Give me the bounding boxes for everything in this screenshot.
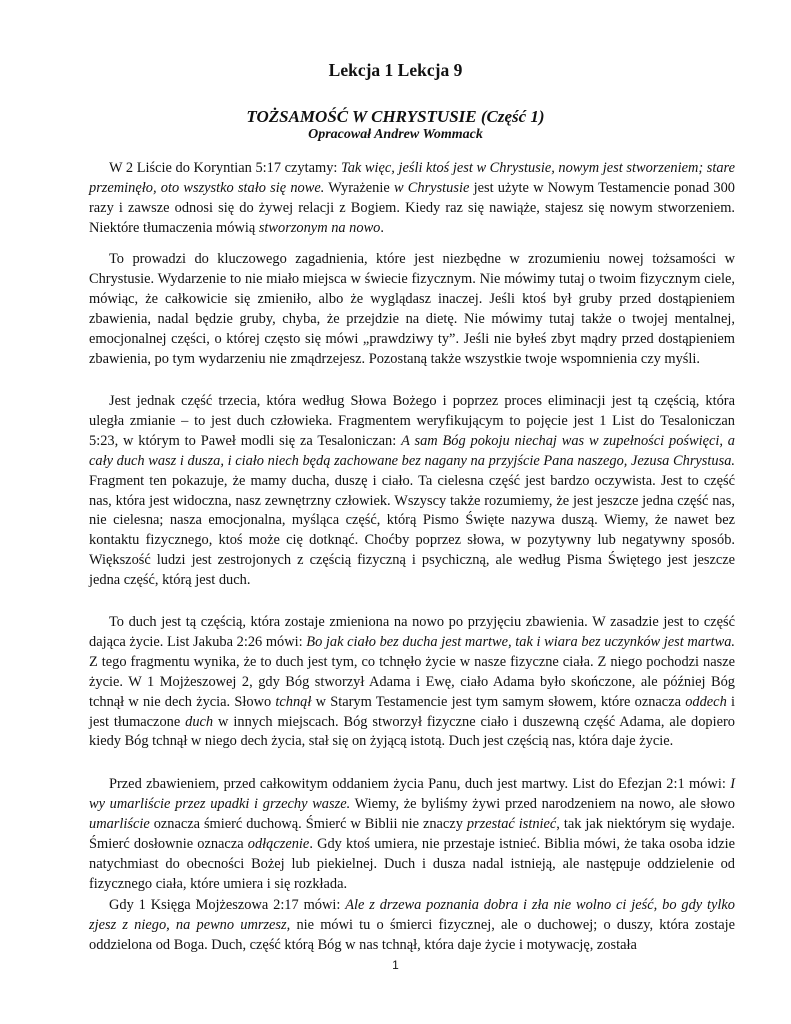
paragraph-text: To prowadzi do kluczowego zagadnienia, które jest niezbędne w zrozumieniu nowej tożsamości w Chrystusie. Wydarzenie to nie miało miejsca w świecie fizycznym. Nie mówimy tutaj o twoim fizycznym ciele, mówiąc, że całkowicie się zmieniło, albo że wyglądasz inaczej. Jeśli ktoś był gruby przed dostąpieniem zbawienia, nadal będzie gruby, chyba, że przejdzie na dietę. Nie mówimy tutaj także o twojej mentalnej, emocjonalnej części, o której często się mówi „prawdziwy ty”. Jeśli nie byłeś zbyt mądry przed dostąpieniem zbawienia, po tym wydarzeniu nie zmądrzejesz. Pozostaną także wszystkie twoje wspomnienia czy myśli. <box>89 251 735 367</box>
paragraph-text: oznacza śmierć duchową. Śmierć w Biblii nie znaczy <box>149 815 467 832</box>
italic-quote: Ale z drzewa poznania dobra i zła nie wolno ci jeść, bo gdy tylko zjesz z niego, na pewno umrzesz, <box>89 897 735 933</box>
italic-quote: odłączenie <box>247 835 310 852</box>
lesson-title: Lekcja 1 Lekcja 9 <box>328 60 463 80</box>
italic-quote: Bo jak ciało bez ducha jest martwe, tak i wiara bez uczynków jest martwa. <box>306 633 735 650</box>
paragraph-text: nie mówi tu o śmierci fizycznej, ale o duchowej; o duszy, która zostaje oddzielona od Boga. Duch, część którą Bóg w nas tchnął, która daje życie i motywację, została <box>89 916 736 953</box>
paragraph-text: Przed zbawieniem, przed całkowitym oddaniem życia Panu, duch jest martwy. List do Efezjan 2:1 mówi: <box>109 776 731 792</box>
paragraph-text: Gdy 1 Księga Mojżeszowa 2:17 mówi: <box>109 897 346 913</box>
paragraph <box>89 775 735 894</box>
paragraph-text: w Starym Testamencie jest tym samym słowem, które oznacza <box>311 693 686 710</box>
document-subtitle: TOŻSAMOŚĆ W CHRYSTUSIE (Część 1) <box>246 107 545 126</box>
paragraph-text: i jest tłumaczone <box>89 693 735 730</box>
paragraph <box>89 613 735 752</box>
page-number: 1 <box>392 958 399 972</box>
paragraph <box>89 159 735 239</box>
author-line: Opracował Andrew Wommack <box>308 127 483 142</box>
italic-quote: umarliście <box>89 815 150 832</box>
paragraph-text: , tak jak niektórym się wydaje. Śmierć dosłownie oznacza <box>89 815 735 852</box>
italic-quote: I wy umarliście przez upadki i grzechy wasze. <box>89 776 735 812</box>
paragraph-text: W 2 Liście do Koryntian 5:17 czytamy: <box>109 160 342 176</box>
paragraph-text: . Gdy ktoś umiera, nie przestaje istnieć. Biblia mówi, że taka osoba idzie natychmiast do obecności Bożej lub piekielnej. Duch i dusza nadal istnieją, ale następuje oddzielenie od fizycznego ciała, które umiera i się rozkłada. <box>89 835 735 892</box>
paragraph <box>89 250 735 369</box>
paragraph-text: Fragment ten pokazuje, że mamy ducha, duszę i ciało. Ta cielesna część jest bardzo oczywista. Jest to część nas, która jest widoczna, nasz zewnętrzny człowiek. Wszyscy także rozumiemy, że jest jeszcze jedna część nas, nie cielesna; nasza emocjonalna, myśląca część, którą Pismo Święte nazywa duszą. Wiemy, że nawet bez kontaktu fizycznego, ktoś może cię dotknąć. Choćby poprzez słowa, w pozytywny lub negatywny sposób. Większość ludzi jest zestrojonych z częścią fizyczną i psychiczną, ale według Pisma Świętego jest jeszcze jedna część, którą jest duch. <box>89 472 735 589</box>
paragraph-text: Wyrażenie <box>324 179 394 196</box>
paragraph-text: Wiemy, że byliśmy żywi przed narodzeniem na nowo, ale słowo <box>350 795 736 812</box>
italic-quote: tchnął <box>275 693 312 710</box>
italic-quote: oddech <box>685 693 727 710</box>
paragraph-text: . <box>380 219 384 236</box>
paragraph-text: To duch jest tą częścią, która zostaje zmieniona na nowo po przyjęciu zbawienia. W zasadzie jest to część dająca życie. List Jakuba 2:26 mówi: <box>89 614 735 650</box>
paragraph-text: w innych miejscach. Bóg stworzył fizyczne ciało i duszewną część Adama, ale dopiero kiedy Bóg tchnął w niego dech życia, stał się on żyjącą istotą. Duch jest częścią nas, która daje życie. <box>89 713 735 750</box>
italic-quote: stworzonym na nowo <box>258 219 381 236</box>
italic-quote: duch <box>185 713 214 730</box>
italic-quote: przestać istnieć <box>466 815 557 832</box>
paragraph <box>89 896 735 956</box>
paragraph-text: Z tego fragmentu wynika, że to duch jest tym, co tchnęło życie w nasze fizyczne ciała. Z niego pochodzi nasze życie. W 1 Mojżeszowej 2, gdy Bóg stworzył Adama i Ewę, ciało Adama było skończone, ale później Bóg tchnął w nie dech życia. Słowo <box>89 653 735 710</box>
italic-quote: A sam Bóg pokoju niechaj was w zupełności poświęci, a cały duch wasz i dusza, i ciało niech będą zachowane bez nagany na przyjście Pana naszego, Jezusa Chrystusa. <box>89 432 736 469</box>
paragraph-text: jest użyte w Nowym Testamencie ponad 300 razy i zawsze odnosi się do żywej relacji z Bogiem. Kiedy raz się nawiąże, stajesz się nowym stworzeniem. Niektóre tłumaczenia mówią <box>89 179 735 236</box>
paragraph-text: Jest jednak część trzecia, która według Słowa Bożego i poprzez proces eliminacji jest tą częścią, która uległa zmianie – to jest duch człowieka. Fragmentem weryfikującym to pojęcie jest 1 List do Tesaloniczan 5:23, w którym to Paweł modli się za Tesaloniczan: <box>89 393 735 449</box>
paragraph <box>89 392 735 591</box>
italic-quote: Tak więc, jeśli ktoś jest w Chrystusie, nowym jest stworzeniem; stare przeminęło, oto wszystko stało się nowe. <box>89 160 735 196</box>
italic-quote: w Chrystusie <box>393 179 470 196</box>
